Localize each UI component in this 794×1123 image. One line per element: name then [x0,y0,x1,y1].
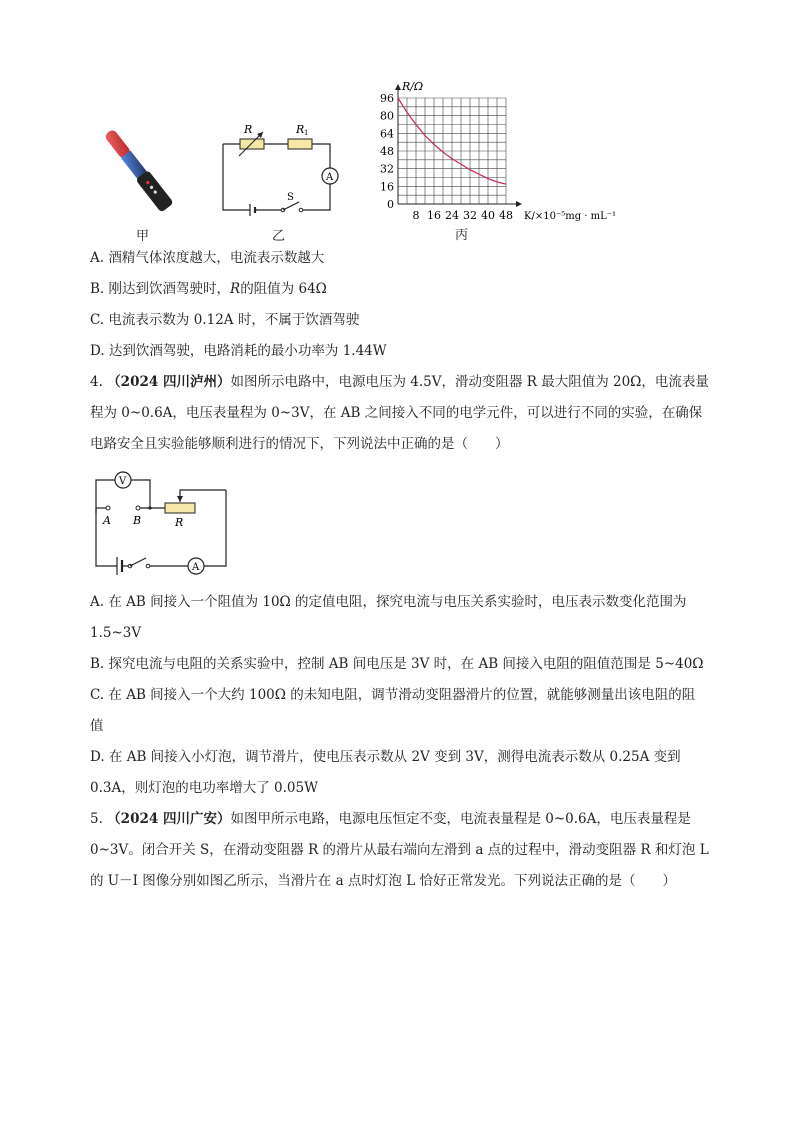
y-tick-label: 80 [380,109,394,123]
y-tick-label: 32 [380,162,394,176]
q4-option-d: D. 在 AB 间接入小灯泡，调节滑片，使电压表示数从 2V 变到 3V，测得电流表示数从 0.25A 变到 [90,749,681,765]
switch-label: S [287,192,294,203]
q5-stem-line3: 的 U－I 图像分别如图乙所示，当滑片在 a 点时灯泡 L 恰好正常发光。下列说法正确的是（ ） [90,873,676,889]
y-tick-label: 96 [380,92,394,105]
x-axis-label: K/×10⁻⁵mg · mL⁻¹ [524,211,617,222]
x-tick-label: 40 [481,209,495,222]
figure-yi-caption: 乙 [272,229,286,244]
y-axis-arrow [395,84,401,90]
terminal-b-label: B [133,514,142,527]
voltmeter-label: V [119,476,127,487]
q3-option-c: C. 电流表示数为 0.12A 时，不属于饮酒驾驶 [90,312,360,328]
breathalyzer-figure [88,120,188,225]
q3-option-d: D. 达到饮酒驾驶，电路消耗的最小功率为 1.44W [90,343,387,359]
q3-option-b-rest: 的阻值为 64Ω [240,281,327,297]
varistor-r-label: R [244,123,253,136]
q4-source: （2024 四川泸州） [107,374,231,390]
y-tick-label: 48 [380,145,394,158]
q3-option-b-var: R [230,281,241,297]
q4-number: 4. [90,374,108,390]
q5-stem-line1 [90,813,691,827]
q5-number: 5. [90,811,108,827]
x-tick-label: 8 [412,209,420,222]
q4-stem-line1 [90,376,709,390]
q4-ammeter-label: A [192,562,200,573]
x-axis-arrow [516,201,522,207]
x-tick-label: 24 [445,209,459,222]
figure-bing-caption: 丙 [455,228,469,243]
y-axis-label: R/Ω [402,80,424,93]
q4-text: 如图所示电路中，电源电压为 4.5V，滑动变阻器 R 最大阻值为 20Ω，电流表量 [230,374,709,390]
circuit-figure-yi [215,122,355,222]
x-tick-label: 32 [463,209,477,222]
r1-subscript: 1 [304,129,309,137]
q4-option-c-cont: 值 [90,718,104,734]
q4-stem-line3: 电路安全且实验能够顺利进行的情况下，下列说法中正确的是（ ） [90,436,509,452]
q4-option-a-cont: 1.5~3V [90,625,142,641]
q5-stem-line2: 0~3V。闭合开关 S，在滑动变阻器 R 的滑片从最右端向左滑到 a 点的过程中，滑动变阻器 R 和灯泡 L [90,842,709,858]
y-tick-label: 64 [380,127,394,141]
q5-text: 如图甲所示电路，电源电压恒定不变，电流表量程是 0~0.6A，电压表量程是 [230,811,691,827]
q3-option-b-text: B. 刚达到饮酒驾驶时， [90,281,231,297]
q5-source: （2024 四川广安） [107,811,231,827]
circuit-figure-q4 [90,466,235,582]
q4-option-d-cont: 0.3A，则灯泡的电功率增大了 0.05W [90,780,318,796]
q3-option-b [90,283,327,297]
x-tick-label: 16 [427,209,441,222]
q4-option-c: C. 在 AB 间接入一个大约 100Ω 的未知电阻，调节滑动变阻器滑片的位置，就能够测量出该电阻的阻 [90,687,696,703]
terminal-a-label: A [103,514,111,527]
ammeter-label: A [326,172,334,183]
y-tick-label: 16 [380,180,394,194]
rheostat-label: R [175,516,184,529]
q3-option-a: A. 酒精气体浓度越大，电流表示数越大 [90,250,325,266]
x-tick-label: 48 [499,209,513,222]
q4-option-a: A. 在 AB 间接入一个阻值为 10Ω 的定值电阻，探究电流与电压关系实验时，电压表示数变化范围为 [90,594,687,610]
r-k-chart [370,76,630,240]
q4-option-b: B. 探究电流与电阻的关系实验中，控制 AB 间电压是 3V 时，在 AB 间接入电阻的阻值范围是 5~40Ω [90,656,704,672]
r1-label: R [296,123,305,136]
y-tick-label: 0 [387,198,394,211]
figure-jia-caption: 甲 [136,229,150,244]
q4-stem-line2: 程为 0~0.6A，电压表量程为 0~3V，在 AB 之间接入不同的电学元件，可以进行不同的实验，在确保 [90,405,703,421]
